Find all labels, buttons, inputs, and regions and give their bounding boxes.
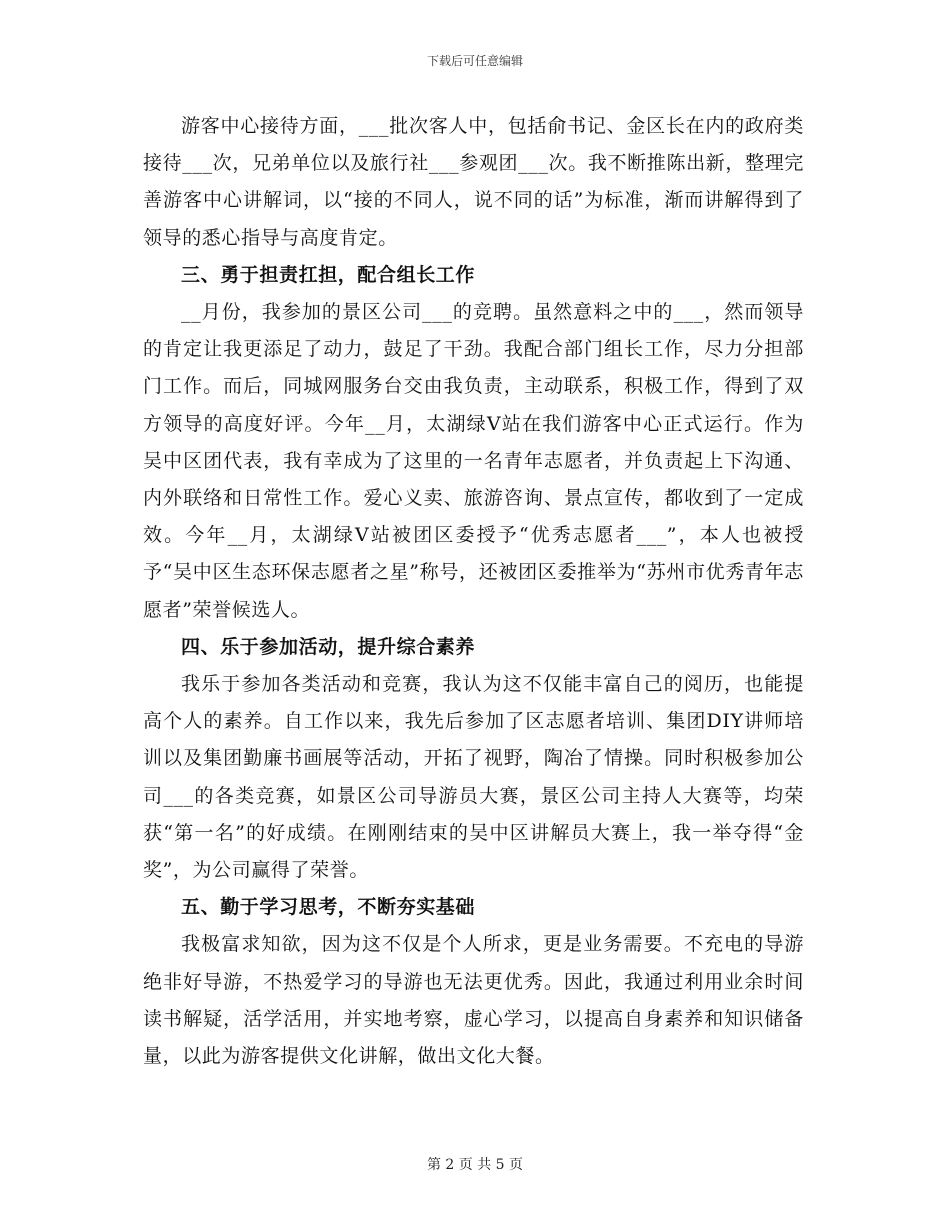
page-header: 下载后可任意编辑 [426, 54, 523, 68]
page-number-footer: 第 2 页 共 5 页 [426, 1157, 524, 1173]
section-heading-4: 四、乐于参加活动，提升综合素养 [181, 635, 476, 658]
paragraph-visitor-reception: 游客中心接待方面，___批次客人中，包括俞书记、金区长在内的政府类接待___次，兄弟单位以及旅行社___参观团___次。我不断推陈出新，整理完善游客中心讲解词，以“接的不同人，说不同的话”为标准，渐而讲解得到了领导的悉心指导与高度肯定。 [143, 115, 804, 249]
paragraph-responsibility: __月份，我参加的景区公司___的竞聘。虽然意料之中的___，然而领导的肯定让我更添足了动力，鼓足了干劲。我配合部门组长工作，尽力分担部门工作。而后，同城网服务台交由我负责，主动联系，积极工作，得到了双方领导的高度好评。今年__月，太湖绿Ⅴ站在我们游客中心正式运行。作为吴中区团代表，我有幸成为了这里的一名青年志愿者，并负责起上下沟通、内外联络和日常性工作。爱心义卖、旅游咨询、景点宣传，都收到了一定成效。今年__月，太湖绿Ⅴ站被团区委授予“优秀志愿者___”，本人也被授予“吴中区生态环保志愿者之星”称号，还被团区委推举为“苏州市优秀青年志愿者”荣誉候选人。 [143, 301, 804, 621]
paragraph-learning: 我极富求知欲，因为这不仅是个人所求，更是业务需要。不充电的导游绝非好导游，不热爱学习的导游也无法更优秀。因此，我通过利用业余时间读书解疑，活学活用，并实地考察，虚心学习，以提高自身素养和知识储备量，以此为游客提供文化讲解，做出文化大餐。 [143, 933, 804, 1068]
document-body [143, 108, 804, 1075]
section-heading-5: 五、勤于学习思考，不断夯实基础 [181, 896, 476, 919]
section-heading-3: 三、勇于担责扛担，配合组长工作 [181, 263, 476, 286]
paragraph-activities: 我乐于参加各类活动和竞赛，我认为这不仅能丰富自己的阅历，也能提高个人的素养。自工作以来，我先后参加了区志愿者培训、集团DIY讲师培训以及集团勤廉书画展等活动，开拓了视野，陶冶了情操。同时积极参加公司___的各类竞赛，如景区公司导游员大赛，景区公司主持人大赛等，均荣获“第一名”的好成绩。在刚刚结束的吴中区讲解员大赛上，我一举夺得“金奖”，为公司赢得了荣誉。 [143, 673, 804, 882]
